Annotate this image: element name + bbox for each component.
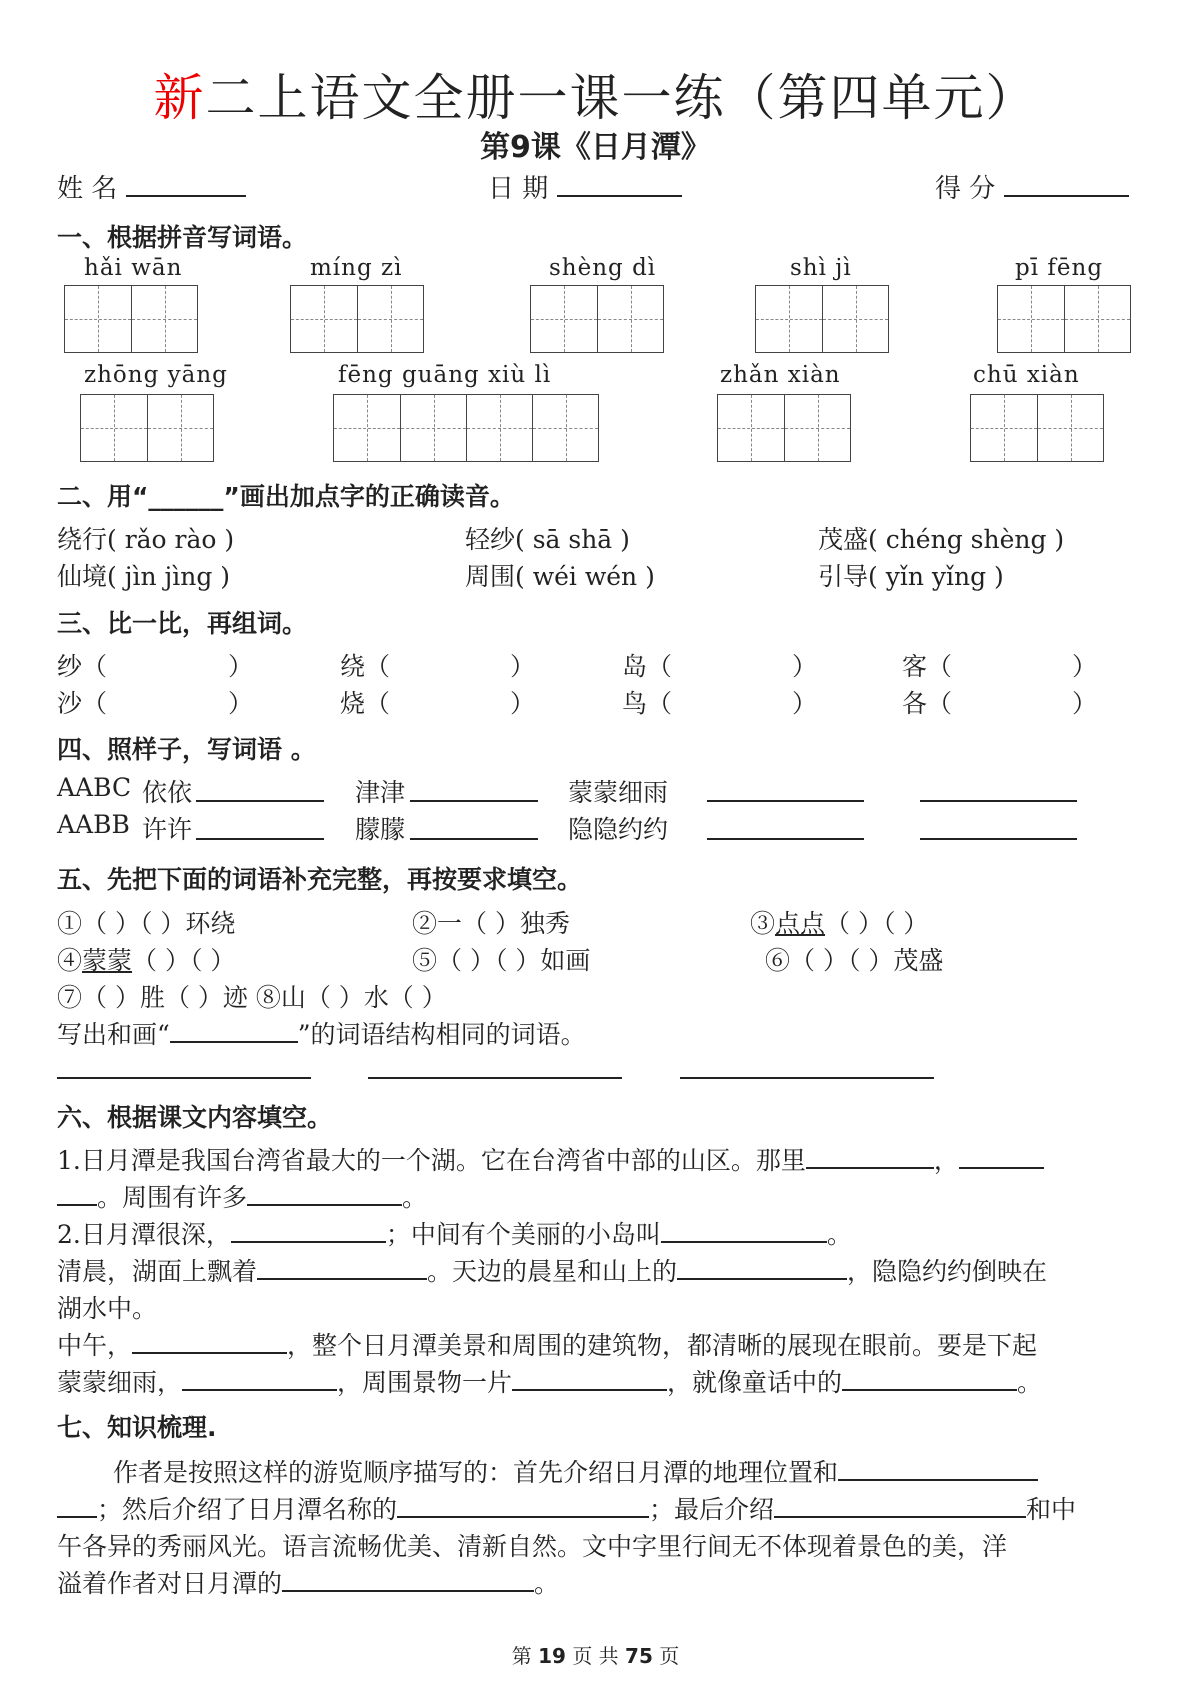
text-line: 2.日月潭很深， ；中间有个美丽的小岛叫 。 — [57, 1215, 852, 1251]
idiom-item: ⑦（ ）胜（ ）迹 ⑧山（ ）水（ ） — [57, 983, 447, 1012]
text-line: 中午， ，整个日月潭美景和周围的建筑物，都清晰的展现在眼前。要是下起 — [57, 1326, 1037, 1362]
char-grid[interactable] — [80, 394, 214, 462]
text-line: 午各异的秀丽风光。语言流畅优美、清新自然。文中字里行间无不体现着景色的美，洋 — [57, 1532, 1008, 1561]
pinyin: pī fēng — [1015, 255, 1104, 281]
page-title: 新二上语文全册一课一练（第四单元） — [153, 69, 1038, 127]
char-grid[interactable] — [755, 285, 889, 353]
compare-close: ） — [510, 689, 536, 718]
answer-line[interactable] — [410, 800, 538, 802]
reading-item: 周围( wéi wén ) — [465, 562, 655, 591]
section-1-heading: 一、根据拼音写词语。 — [57, 223, 308, 252]
pinyin: míng zì — [310, 255, 403, 281]
pinyin: fēng guāng xiù lì — [338, 362, 552, 388]
pattern-word: 朦朦 — [355, 815, 406, 844]
compare-item: 烧（ — [340, 689, 391, 718]
section-4-heading: 四、照样子，写词语 。 — [57, 735, 316, 764]
char-grid[interactable] — [333, 394, 599, 462]
text-line: 作者是按照这样的游览顺序描写的：首先介绍日月潭的地理位置和 — [113, 1453, 1038, 1489]
compare-close: ） — [228, 689, 254, 718]
reading-item: 绕行( rǎo rào ) — [57, 525, 235, 554]
char-grid[interactable] — [64, 285, 198, 353]
compare-item: 绕（ — [340, 652, 391, 681]
char-grid[interactable] — [997, 285, 1131, 353]
lesson-title: 第9课《日月潭》 — [480, 130, 711, 165]
text-line: 清晨，湖面上飘着 。天边的晨星和山上的 ，隐隐约约倒映在 — [57, 1252, 1047, 1288]
text-line: 1.日月潭是我国台湾省最大的一个湖。它在台湾省中部的山区。那里 ， — [57, 1141, 1044, 1177]
answer-line[interactable] — [707, 838, 864, 840]
pinyin: zhōng yāng — [84, 362, 228, 388]
pinyin: shèng dì — [549, 255, 657, 281]
compare-item: 纱（ — [57, 652, 108, 681]
compare-item: 各（ — [902, 689, 953, 718]
section-5-heading: 五、先把下面的词语补充完整，再按要求填空。 — [57, 865, 583, 894]
pattern-label: AABC — [57, 773, 132, 802]
answer-line[interactable] — [707, 800, 864, 802]
pattern-word: 许许 — [142, 815, 193, 844]
compare-close: ） — [1072, 689, 1098, 718]
answer-line[interactable] — [57, 1077, 311, 1079]
answer-line[interactable] — [920, 800, 1077, 802]
answer-line[interactable] — [410, 838, 538, 840]
idiom-item: ③点点（ ）（ ） — [750, 909, 929, 938]
text-line: ；然后介绍了日月潭名称的 ；最后介绍 和中 — [57, 1490, 1076, 1526]
date-field: 日 期 — [488, 168, 682, 205]
idiom-item: ④蒙蒙（ ）（ ） — [57, 946, 236, 975]
compare-item: 沙（ — [57, 689, 108, 718]
compare-close: ） — [792, 652, 818, 681]
pinyin: zhǎn xiàn — [720, 362, 841, 388]
compare-close: ） — [228, 652, 254, 681]
answer-line[interactable] — [920, 838, 1077, 840]
answer-line[interactable] — [196, 800, 324, 802]
idiom-item: ⑤（ ）（ ）如画 — [412, 946, 591, 975]
compare-close: ） — [1072, 652, 1098, 681]
reading-item: 引导( yǐn yǐng ) — [818, 562, 1004, 591]
answer-line[interactable] — [196, 838, 324, 840]
section-3-heading: 三、比一比，再组词。 — [57, 609, 308, 638]
idiom-item: ②一（ ）独秀 — [412, 909, 570, 938]
idiom-item: ①（ ）（ ）环绕 — [57, 909, 236, 938]
char-grid[interactable] — [530, 285, 664, 353]
pattern-label: AABB — [57, 810, 130, 839]
pinyin: shì jì — [790, 255, 852, 281]
pattern-word: 依依 — [142, 778, 193, 807]
text-line: 。周围有许多 。 — [57, 1178, 427, 1214]
char-grid[interactable] — [970, 394, 1104, 462]
score-field: 得 分 — [935, 168, 1129, 205]
pattern-word: 蒙蒙细雨 — [568, 778, 669, 807]
reading-item: 仙境( jìn jìng ) — [57, 562, 231, 591]
char-grid[interactable] — [290, 285, 424, 353]
section-2-heading: 二、用“______”画出加点字的正确读音。 — [57, 482, 515, 511]
pattern-word: 隐隐约约 — [568, 815, 669, 844]
section-7-heading: 七、知识梳理. — [57, 1413, 217, 1442]
answer-line[interactable] — [368, 1077, 622, 1079]
text-line: 湖水中。 — [57, 1294, 158, 1323]
name-field: 姓 名 — [57, 168, 246, 205]
text-line: 溢着作者对日月潭的 。 — [57, 1564, 559, 1600]
compare-close: ） — [792, 689, 818, 718]
idiom-item: ⑥（ ）（ ）茂盛 — [765, 946, 944, 975]
compare-item: 鸟（ — [622, 689, 673, 718]
compare-item: 客（ — [902, 652, 953, 681]
pinyin: hǎi wān — [84, 255, 183, 281]
reading-item: 茂盛( chéng shèng ) — [818, 525, 1065, 554]
compare-close: ） — [510, 652, 536, 681]
page-number: 第 19 页 共 75 页 — [511, 1644, 680, 1668]
pinyin: chū xiàn — [973, 362, 1080, 388]
answer-line[interactable] — [680, 1077, 934, 1079]
char-grid[interactable] — [717, 394, 851, 462]
reading-item: 轻纱( sā shā ) — [465, 525, 630, 554]
text-line: 蒙蒙细雨， ，周围景物一片 ，就像童话中的 。 — [57, 1363, 1042, 1399]
compare-item: 岛（ — [622, 652, 673, 681]
pattern-word: 津津 — [355, 778, 406, 807]
instruction-text: 写出和画“ ”的词语结构相同的词语。 — [57, 1015, 586, 1051]
section-6-heading: 六、根据课文内容填空。 — [57, 1103, 333, 1132]
